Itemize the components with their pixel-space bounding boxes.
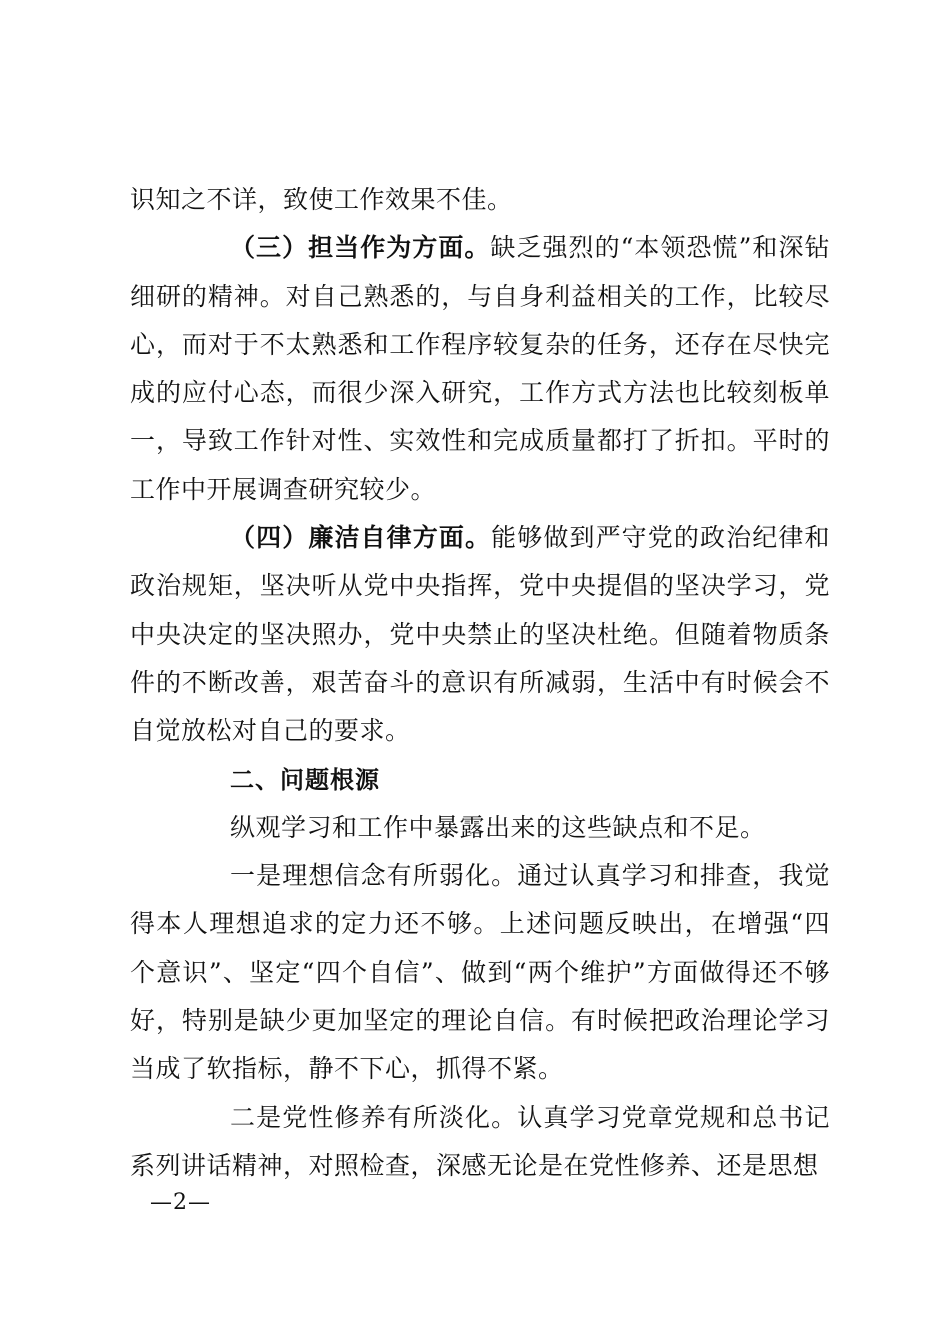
paragraph-lixiang-xinnian [130,852,830,1093]
paragraph-dandang-zuowei [130,224,830,514]
paragraph-text: 能够做到严守党的政治纪律和政治规矩，坚决听从党中央指挥，党中央提倡的坚决学习，党中央决定的坚决照办，党中央禁止的坚决杜绝。但随着物质条件的不断改善，艰苦奋斗的意识有所减弱，生活中有时候会不自觉放松对自己的要求。 [130,523,830,746]
paragraph-lianjie-zilv [130,514,830,755]
section-heading-wenti-genyuan: 二、问题根源 [230,765,380,794]
paragraph-continuation [130,176,830,224]
paragraph-lead-heading: （四）廉洁自律方面。 [230,523,492,553]
document-body [130,176,830,1190]
paragraph-text: 纵观学习和工作中暴露出来的这些缺点和不足。 [230,812,766,842]
paragraph-overview [130,804,830,852]
paragraph-lead-heading: （三）担当作为方面。 [230,233,491,263]
paragraph-text: 识知之不详，致使工作效果不佳。 [130,185,513,214]
paragraph-dangxing-xiuyang [130,1094,830,1191]
paragraph-text: 缺乏强烈的“本领恐慌”和深钻细研的精神。对自己熟悉的，与自身利益相关的工作，比较尽心，而对于不太熟悉和工作程序较复杂的任务，还存在尽快完成的应付心态，而很少深入研究，工作方式方法也比较刻板单一，导致工作针对性、实效性和完成质量都打了折扣。平时的工作中开展调查研究较少。 [130,233,830,504]
page-number: —2— [150,1190,211,1215]
paragraph-text: 二是党性修养有所淡化。认真学习党章党规和总书记系列讲话精神，对照检查，深感无论是在党性修养、还是思想 [130,1102,830,1180]
paragraph-text: 一是理想信念有所弱化。通过认真学习和排查，我觉得本人理想追求的定力还不够。上述问题反映出，在增强“四个意识”、坚定“四个自信”、做到“两个维护”方面做得还不够好，特别是缺少更加坚定的理论自信。有时候把政治理论学习当成了软指标，静不下心，抓得不紧。 [130,861,830,1084]
